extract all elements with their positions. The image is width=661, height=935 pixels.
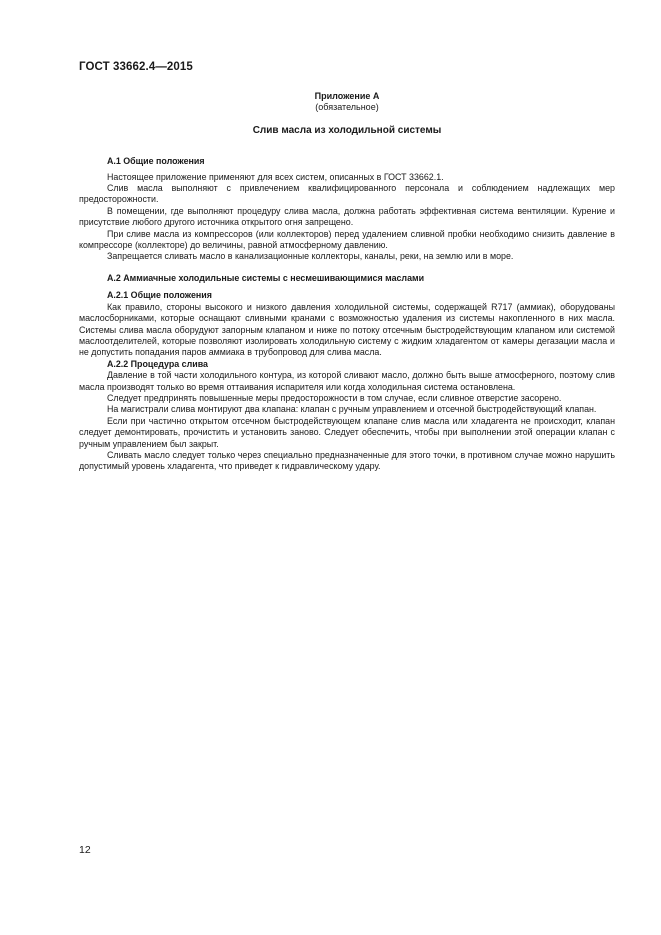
- appendix-label: Приложение А: [314, 91, 380, 101]
- appendix-title: Слив масла из холодильной системы: [252, 124, 442, 136]
- section-a22-paragraph: Если при частично открытом отсечном быстродействующем клапане слив масла или хладагента не происходит, клапан следует демонтировать, прочистить и установить заново. Следует обеспечить, чтобы при выполнении этой операции клапан с ручным управлением был закрыт.: [79, 415, 615, 449]
- section-a1-heading: А.1 Общие положения: [107, 156, 205, 167]
- section-a1-paragraph: Слив масла выполняют с привлечением квалифицированного персонала и соблюдением надлежащих мер предосторожности.: [79, 183, 615, 205]
- appendix-status: (обязательное): [315, 102, 379, 113]
- section-a1-paragraph: Настоящее приложение применяют для всех систем, описанных в ГОСТ 33662.1.: [107, 171, 444, 182]
- section-a21-paragraph: Как правило, стороны высокого и низкого давления холодильной системы, содержащей R717 (аммиак), оборудованы маслосборниками, которые оснащают сливными кранами с возможностью удаления из системы накопленного в них масла. Системы слива масла оборудуют запорным клапаном и ниже по потоку отсечным быстродействующим клапаном или системой маслоотделителей, которые позволяют изолировать холодильную систему с жидким хладагентом от камеры дегазации масла и не допустить попадания паров аммиака в трубопровод для слива масла.: [79, 301, 615, 358]
- section-a22-heading: А.2.2 Процедура слива: [107, 358, 208, 369]
- section-a22-paragraph: Давление в той части холодильного контура, из которой сливают масло, должно быть выше атмосферного, поэтому слив масла производят только во время оттаивания испарителя или когда холодильная система остановлена.: [79, 370, 615, 392]
- section-a22-paragraph: Сливать масло следует только через специально предназначенные для этого точки, в противном случае можно нарушить допустимый уровень хладагента, что приведет к гидравлическому удару.: [79, 449, 615, 472]
- section-a1-paragraph: Запрещается сливать масло в канализационные коллекторы, каналы, реки, на землю или в море.: [107, 251, 514, 262]
- page-content: [79, 91, 615, 473]
- document-code: ГОСТ 33662.4—2015: [79, 61, 193, 73]
- section-a1-paragraph: В помещении, где выполняют процедуру слива масла, должна работать эффективная система вентиляции. Курение и присутствие любого другого источника открытого огня запрещено.: [79, 205, 615, 228]
- page-number: 12: [79, 844, 91, 856]
- section-a21-heading: А.2.1 Общие положения: [107, 290, 212, 301]
- section-a2-heading: А.2 Аммиачные холодильные системы с несмешивающимися маслами: [107, 272, 425, 283]
- section-a22-paragraph: На магистрали слива монтируют два клапана: клапан с ручным управлением и отсечной быстродействующий клапан.: [107, 404, 597, 415]
- section-a22-paragraph: Следует предпринять повышенные меры предосторожности в том случае, если сливное отверстие засорено.: [107, 392, 562, 403]
- section-a1-paragraph: При сливе масла из компрессоров (или коллекторов) перед удалением сливной пробки необходимо снизить давление в компрессоре (коллекторе) до величины, равной атмосферному давлению.: [79, 228, 615, 251]
